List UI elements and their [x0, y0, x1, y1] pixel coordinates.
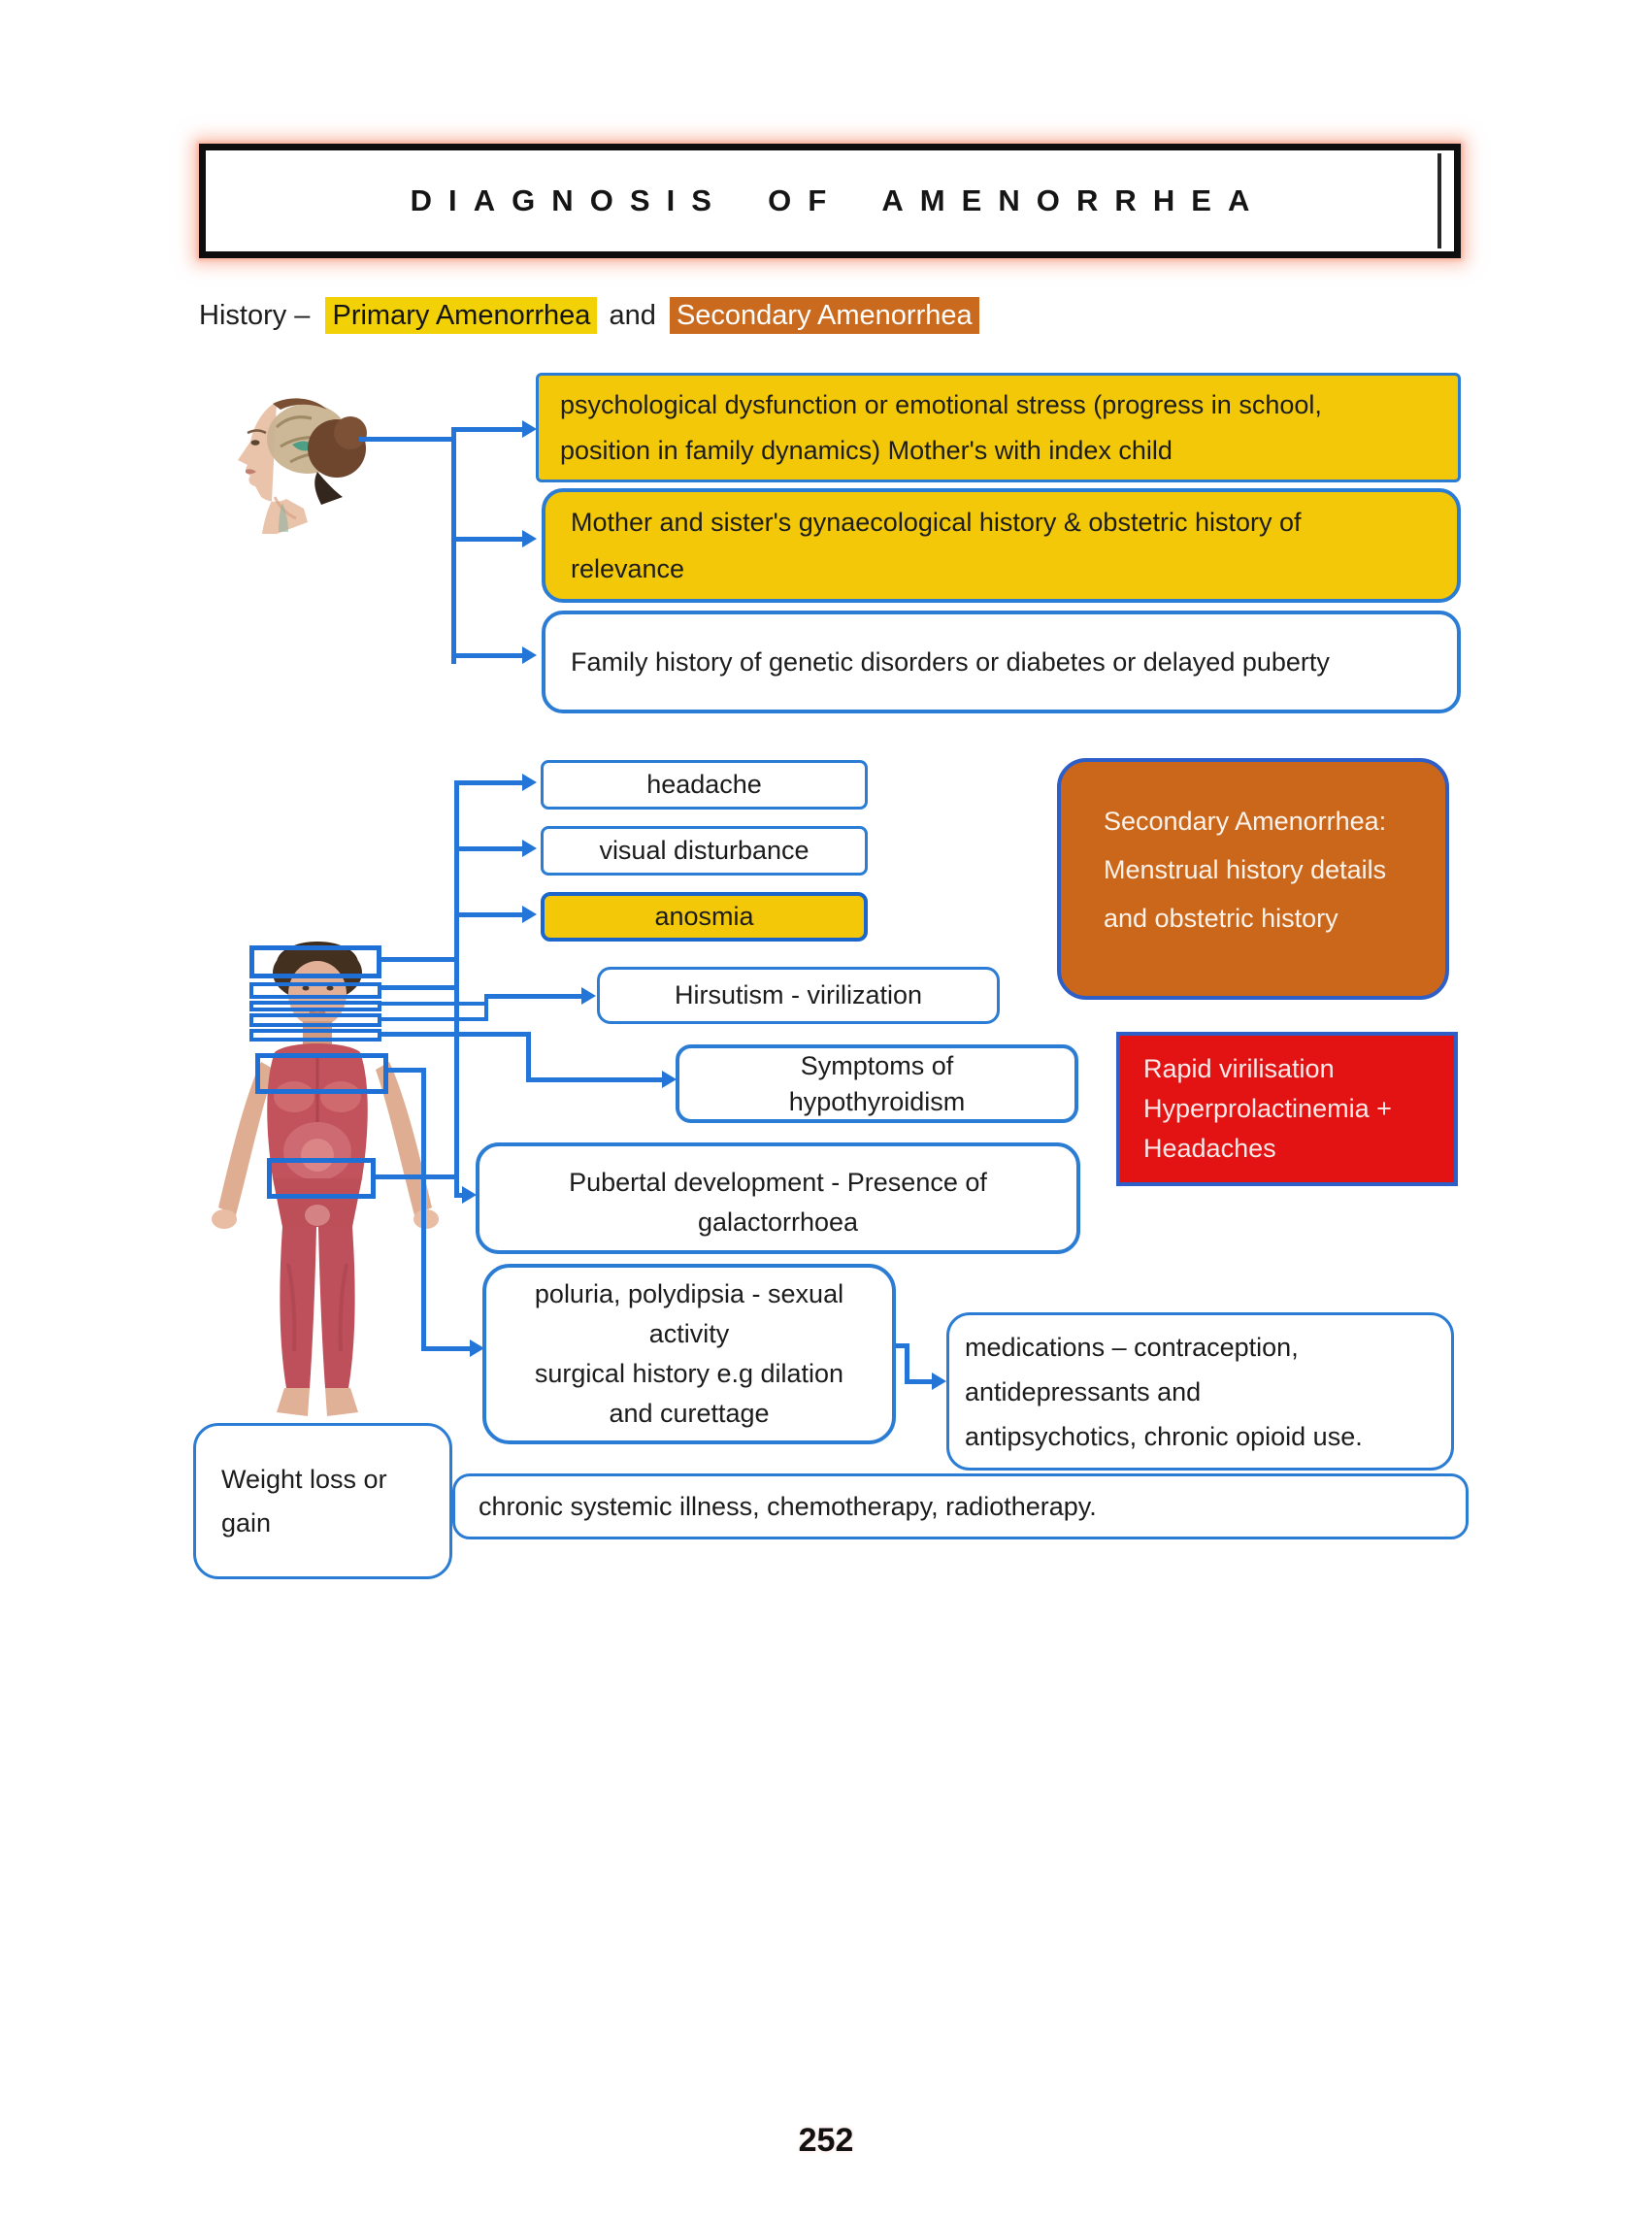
connector — [451, 653, 524, 658]
box-psychological-history: psychological dysfunction or emotional stress (progress in school, position in family dynamics) Mother's with index child — [536, 373, 1461, 482]
title-banner — [199, 144, 1461, 258]
connector — [454, 912, 524, 917]
connector — [526, 1032, 531, 1082]
box-rapid-virilisation: Rapid virilisation Hyperprolactinemia + Headaches — [1116, 1032, 1458, 1186]
figure-right-leg — [318, 1227, 355, 1388]
box-secondary-amenorrhea-note: Secondary Amenorrhea: Menstrual history details and obstetric history — [1057, 758, 1449, 1000]
connector — [454, 846, 524, 851]
box-hypothyroidism-symptoms: Symptoms of hypothyroidism — [676, 1044, 1078, 1123]
arrow-icon — [522, 646, 537, 664]
box-pubertal-development: Pubertal development - Presence of galactorrhoea — [476, 1142, 1080, 1254]
connector — [451, 427, 456, 664]
pelvis-region-rect — [267, 1158, 376, 1199]
connector — [376, 1174, 458, 1179]
history-heading — [199, 294, 979, 337]
arrow-icon — [522, 530, 537, 547]
connector — [421, 1346, 474, 1351]
connector — [381, 1017, 488, 1021]
nose-region-rect — [249, 1001, 381, 1011]
box-poluria-surgical-history: poluria, polydipsia - sexual activity surgical history e.g dilation and curettage — [482, 1264, 896, 1444]
page-title: DIAGNOSIS OF AMENORRHEA — [410, 183, 1267, 217]
arrow-icon — [522, 420, 537, 438]
head-profile-illustration — [218, 388, 369, 534]
box-mother-sister-history: Mother and sister's gynaecological history & obstetric history of relevance — [542, 488, 1461, 603]
history-conjunction: and — [609, 300, 656, 331]
box-chronic-illness: chronic systemic illness, chemotherapy, radiotherapy. — [452, 1473, 1469, 1539]
head-region-rect — [249, 945, 381, 978]
arrow-icon — [522, 906, 537, 923]
eyes-region-rect — [249, 982, 381, 999]
history-prefix: History – — [199, 300, 311, 331]
box-anosmia: anosmia — [541, 892, 868, 942]
connector — [381, 957, 459, 962]
connector — [454, 780, 524, 785]
box-family-history: Family history of genetic disorders or diabetes or delayed puberty — [542, 611, 1461, 713]
page-number: 252 — [798, 2122, 854, 2159]
box-visual-disturbance: visual disturbance — [541, 826, 868, 876]
connector — [359, 437, 456, 442]
neck-region-rect — [249, 1029, 381, 1042]
connector — [381, 1002, 488, 1006]
connector — [526, 1077, 664, 1082]
secondary-amenorrhea-highlight: Secondary Amenorrhea — [670, 297, 979, 334]
connector — [484, 994, 583, 999]
banner-inner-line — [1437, 153, 1441, 248]
mouth-region-rect — [249, 1013, 381, 1027]
connector — [905, 1343, 909, 1384]
arrow-icon — [522, 774, 537, 791]
box-medications: medications – contraception, antidepressants and antipsychotics, chronic opioid use. — [946, 1312, 1454, 1471]
arrow-icon — [522, 840, 537, 857]
chest-region-rect — [255, 1053, 388, 1094]
box-headache: headache — [541, 760, 868, 810]
figure-left-leg — [280, 1227, 316, 1388]
arrow-icon — [662, 1071, 677, 1088]
arrow-icon — [462, 1186, 477, 1204]
connector — [381, 1032, 530, 1037]
box-hirsutism: Hirsutism - virilization — [597, 967, 1000, 1024]
arrow-icon — [581, 987, 596, 1005]
connector — [451, 427, 524, 432]
connector — [381, 985, 459, 990]
connector — [451, 537, 524, 542]
primary-amenorrhea-highlight: Primary Amenorrhea — [325, 297, 597, 334]
box-weight-loss-gain: Weight loss or gain — [193, 1423, 452, 1579]
connector — [421, 1068, 426, 1351]
arrow-icon — [932, 1373, 946, 1390]
connector — [388, 1068, 425, 1073]
